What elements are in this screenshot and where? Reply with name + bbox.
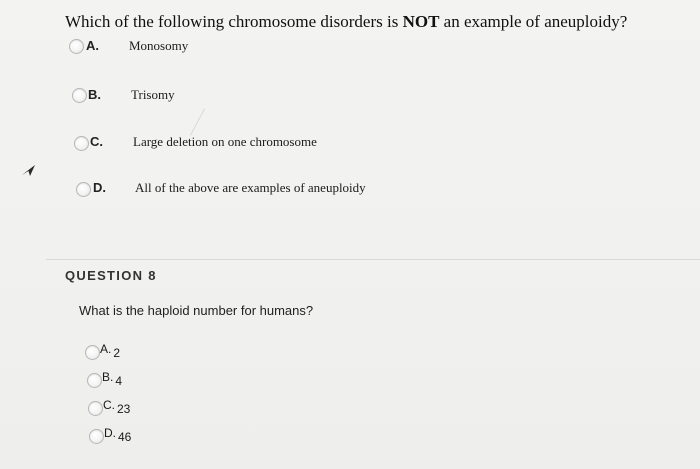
q8-option-a-letter: A. [100,342,112,356]
question-1-text-end: an example of aneuploidy? [439,12,628,31]
q1-option-d-label[interactable]: All of the above are examples of aneuploidy [135,180,366,195]
question-8-text: What is the haploid number for humans? [79,303,314,318]
q8-option-b-radio[interactable] [87,373,102,388]
mouse-cursor-icon [21,163,37,177]
q8-option-a-label: 2 [113,346,121,360]
q1-option-d-radio[interactable] [76,182,91,197]
question-1-text-start: Which of the following chromosome disorders is [65,12,403,31]
q8-option-b-label: 4 [115,374,123,388]
q8-option-b[interactable] [102,370,123,388]
q8-option-c-letter: C. [103,398,115,412]
q1-option-c-letter: C. [90,134,103,149]
q1-option-b-label[interactable]: Trisomy [131,87,175,102]
q8-option-d-radio[interactable] [89,429,104,444]
q8-option-c[interactable] [103,398,131,416]
q1-option-c-radio[interactable] [74,136,89,151]
question-8-heading: QUESTION 8 [65,268,157,283]
q1-option-b-letter: B. [88,87,101,102]
q1-option-a-radio[interactable] [69,39,84,54]
q8-option-c-label: 23 [117,402,131,416]
q8-option-a[interactable] [100,342,121,360]
q1-option-d-letter: D. [93,180,106,195]
question-1-text [65,12,627,32]
q8-option-b-letter: B. [102,370,114,384]
q1-option-b-radio[interactable] [72,88,87,103]
q1-option-c-label[interactable]: Large deletion on one chromosome [133,134,317,149]
screen-reflection-line [190,109,205,136]
q8-option-d-label: 46 [118,430,132,444]
q1-option-a-label[interactable]: Monosomy [129,38,189,53]
question-1-text-emphasis: NOT [402,12,440,31]
section-divider [46,259,700,260]
q1-option-a-letter: A. [86,38,99,53]
q8-option-d-letter: D. [104,426,116,440]
q8-option-d[interactable] [104,426,132,444]
q8-option-c-radio[interactable] [88,401,103,416]
q8-option-a-radio[interactable] [85,345,100,360]
